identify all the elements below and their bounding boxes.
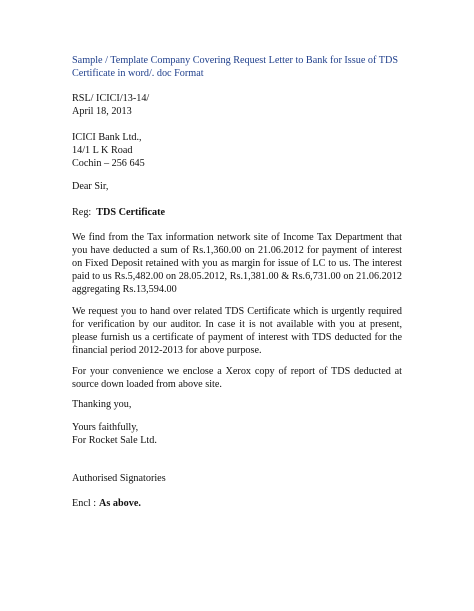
subject-text: TDS Certificate [96,207,165,218]
heading-line-1: Sample / Template Company Covering Request Letter to Bank for Issue of TDS [72,55,398,66]
address-line-3: Cochin – 256 645 [72,158,145,169]
heading-line-2: Certificate in word/. doc Format [72,68,204,79]
address-line-1: ICICI Bank Ltd., [72,132,142,143]
letter-date: April 18, 2013 [72,106,132,117]
closing-block [72,421,157,447]
enclosure-value: As above. [99,498,141,509]
enclosure-label: Encl : [72,498,97,509]
reference-number: RSL/ ICICI/13-14/ [72,93,150,104]
thanks-line: Thanking you, [72,399,132,410]
document-heading [72,54,402,80]
closing-line-2: For Rocket Sale Ltd. [72,435,157,446]
subject-label: Reg: [72,207,92,218]
signatories-line: Authorised Signatories [72,473,166,484]
subject-line [72,206,165,219]
paragraph-3: For your convenience we enclose a Xerox copy of report of TDS deducted at source down loaded from above site. [72,366,402,390]
enclosure-line [72,497,141,510]
paragraph-1: We find from the Tax information network site of Income Tax Department that you have deducted a sum of Rs.1,360.00 on 21.06.2012 for payment of interest on Fixed Deposit retained with you as margin for issue of LC to us. The interest paid to us Rs.5,482.00 on 28.05.2012, Rs.1,381.00 & Rs.6,731.00 on 21.06.2012 aggregating Rs.13,594.00 [72,232,402,295]
paragraph-2: We request you to hand over related TDS Certificate which is urgently required for verification by our auditor. In case it is not available with you at present, please furnish us a certificate of payment of interest with TDS deducted for the financial period 2012-2013 for above purpose. [72,306,402,356]
reference-block [72,92,149,118]
salutation: Dear Sir, [72,181,109,192]
recipient-address [72,131,145,170]
letter-body [72,54,407,509]
address-line-2: 14/1 L K Road [72,145,133,156]
closing-line-1: Yours faithfully, [72,422,139,433]
